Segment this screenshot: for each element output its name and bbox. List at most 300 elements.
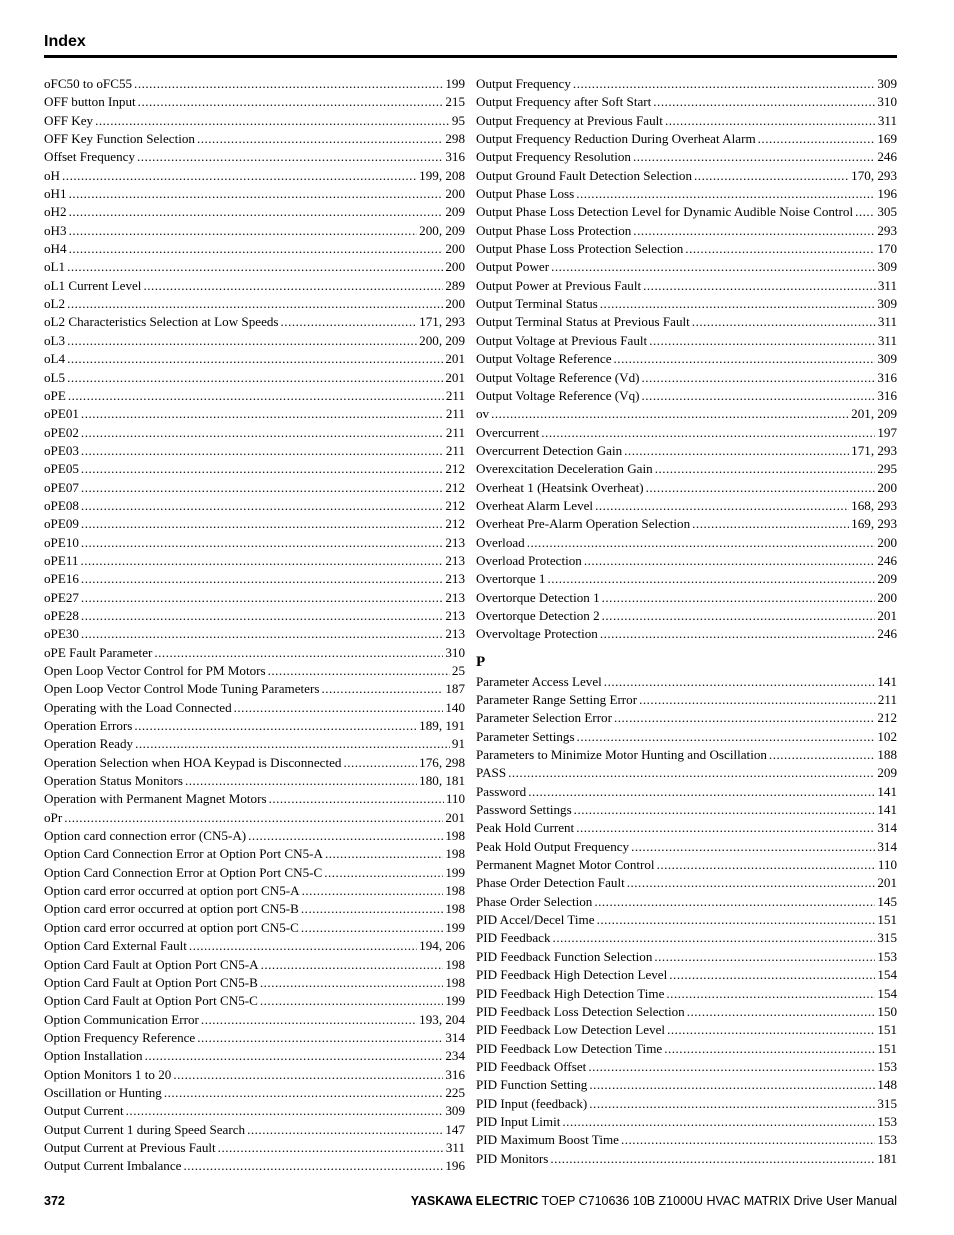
index-entry — [476, 1095, 897, 1113]
index-entry — [476, 1113, 897, 1131]
index-page-refs: 171, 293 — [851, 442, 897, 458]
index-page-refs: 140 — [445, 699, 465, 715]
dot-leader — [576, 819, 875, 837]
index-term: PID Feedback Offset — [476, 1058, 587, 1074]
dot-leader — [584, 552, 876, 570]
dot-leader — [260, 992, 443, 1010]
index-page-refs: 141 — [877, 802, 897, 818]
index-entry — [44, 130, 465, 148]
index-entry — [476, 966, 897, 984]
dot-leader — [218, 1139, 444, 1157]
index-page-refs: 150 — [877, 1003, 897, 1019]
dot-leader — [183, 1157, 443, 1175]
footer-manual: TOEP C710636 10B Z1000U HVAC MATRIX Drive User Manual — [541, 1194, 897, 1208]
index-entry — [476, 167, 897, 185]
index-entry — [476, 93, 897, 111]
index-page-refs: 295 — [877, 461, 897, 477]
index-term: OFF button Input — [44, 94, 136, 110]
dot-leader — [553, 929, 876, 947]
index-entry — [44, 809, 465, 827]
index-entry — [476, 497, 897, 515]
index-entry — [476, 728, 897, 746]
index-entry — [476, 856, 897, 874]
index-entry — [476, 515, 897, 533]
dot-leader — [81, 534, 443, 552]
index-page-refs: 141 — [877, 783, 897, 799]
index-page-refs: 198 — [445, 846, 465, 862]
dot-leader — [81, 479, 443, 497]
index-page-refs: 309 — [877, 76, 897, 91]
page-number: 372 — [44, 1194, 65, 1208]
index-term: Overheat 1 (Heatsink Overheat) — [476, 479, 644, 495]
index-term: PASS — [476, 765, 507, 781]
index-term: Overtorque Detection 1 — [476, 589, 600, 605]
index-entry — [44, 754, 465, 772]
index-term: Output Phase Loss Protection — [476, 222, 632, 238]
index-term: oH3 — [44, 222, 67, 238]
index-entry — [44, 203, 465, 221]
dot-leader — [621, 1131, 875, 1149]
index-entry — [476, 746, 897, 764]
index-entry — [476, 1076, 897, 1094]
index-term: oPE02 — [44, 424, 79, 440]
index-entry — [476, 148, 897, 166]
dot-leader — [602, 607, 876, 625]
index-term: Operation with Permanent Magnet Motors — [44, 791, 267, 807]
index-term: oPE16 — [44, 571, 79, 587]
index-entry — [44, 534, 465, 552]
index-page-refs: 200 — [445, 259, 465, 275]
index-entry — [476, 313, 897, 331]
index-term: Phase Order Selection — [476, 893, 593, 909]
index-entry — [44, 350, 465, 368]
dot-leader — [667, 1021, 875, 1039]
index-entry — [476, 1150, 897, 1168]
index-page-refs: 154 — [877, 967, 897, 983]
index-entry — [44, 277, 465, 295]
index-page-refs: 153 — [877, 1132, 897, 1148]
index-page-refs: 198 — [445, 974, 465, 990]
index-term: Output Terminal Status at Previous Fault — [476, 314, 690, 330]
index-page-refs: 188 — [877, 747, 897, 763]
index-entry — [44, 699, 465, 717]
dot-leader — [551, 258, 875, 276]
dot-leader — [655, 460, 876, 478]
index-group-o — [476, 75, 897, 644]
index-page-refs: 153 — [877, 1113, 897, 1129]
index-term: oPE01 — [44, 406, 79, 422]
dot-leader — [325, 845, 443, 863]
index-entry — [476, 570, 897, 588]
dot-leader — [642, 369, 876, 387]
index-page-refs: 305 — [877, 204, 897, 220]
dot-leader — [81, 442, 444, 460]
index-term: Output Phase Loss Detection Level for Dynamic Audible Noise Control — [476, 204, 854, 220]
dot-leader — [134, 75, 443, 93]
dot-leader — [550, 1150, 875, 1168]
index-term: PID Input (feedback) — [476, 1095, 588, 1111]
index-term: oL5 — [44, 369, 66, 385]
index-entry — [44, 369, 465, 387]
index-entry — [44, 148, 465, 166]
index-term: PID Monitors — [476, 1150, 549, 1166]
index-page-refs: 189, 191 — [419, 718, 465, 734]
index-entry — [476, 203, 897, 221]
index-entry — [44, 295, 465, 313]
index-term: Overexcitation Deceleration Gain — [476, 461, 653, 477]
index-entry — [44, 1139, 465, 1157]
index-term: PID Feedback Low Detection Level — [476, 1022, 666, 1038]
index-term: OFF Key — [44, 112, 94, 128]
index-entry — [476, 240, 897, 258]
index-entry — [44, 937, 465, 955]
dot-leader — [302, 882, 444, 900]
dot-leader — [758, 130, 876, 148]
index-entry — [44, 1102, 465, 1120]
index-entry — [476, 948, 897, 966]
dot-leader — [631, 838, 875, 856]
index-entry — [476, 350, 897, 368]
index-page-refs: 234 — [445, 1048, 465, 1064]
index-entry — [476, 258, 897, 276]
dot-leader — [589, 1076, 875, 1094]
index-term: oPE11 — [44, 552, 79, 568]
index-term: PID Accel/Decel Time — [476, 912, 595, 928]
index-entry — [44, 717, 465, 735]
dot-leader — [138, 93, 444, 111]
footer-brand: YASKAWA ELECTRIC — [410, 1194, 539, 1208]
index-page-refs: 110 — [877, 857, 897, 873]
dot-leader — [189, 937, 417, 955]
index-page-refs: 102 — [877, 728, 897, 744]
index-page-refs: 246 — [877, 626, 897, 642]
index-page-refs: 201 — [445, 809, 465, 825]
index-page-refs: 180, 181 — [419, 773, 465, 789]
index-page-refs: 212 — [445, 516, 465, 532]
index-page-refs: 201, 209 — [851, 406, 897, 422]
dot-leader — [597, 911, 876, 929]
index-term: Option card connection error (CN5-A) — [44, 828, 247, 844]
index-entry — [476, 534, 897, 552]
index-term: Output Power — [476, 259, 550, 275]
dot-leader — [769, 746, 875, 764]
index-term: oL2 — [44, 296, 66, 312]
dot-leader — [321, 680, 443, 698]
dot-leader — [69, 203, 444, 221]
index-term: Overcurrent Detection Gain — [476, 442, 623, 458]
footer-manual-title — [411, 1194, 897, 1208]
index-term: oPE — [44, 387, 66, 403]
index-page-refs: 315 — [877, 1095, 897, 1111]
index-page-refs: 310 — [445, 644, 465, 660]
index-entry — [476, 607, 897, 625]
dot-leader — [633, 148, 875, 166]
dot-leader — [234, 699, 444, 717]
index-page-refs: 200, 209 — [419, 222, 465, 238]
index-term: Permanent Magnet Motor Control — [476, 857, 655, 873]
dot-leader — [185, 772, 417, 790]
index-term: Parameter Access Level — [476, 673, 602, 689]
index-page-refs: 209 — [445, 204, 465, 220]
index-term: Password Settings — [476, 802, 572, 818]
index-term: Option Monitors 1 to 20 — [44, 1066, 172, 1082]
index-term: Overload Protection — [476, 552, 582, 568]
index-page-refs: 309 — [877, 259, 897, 275]
index-term: Overheat Pre-Alarm Operation Selection — [476, 516, 691, 532]
header-rule — [44, 55, 897, 58]
index-term: Output Frequency Resolution — [476, 149, 631, 165]
index-entry — [44, 827, 465, 845]
index-entry — [476, 479, 897, 497]
index-term: Option Frequency Reference — [44, 1029, 196, 1045]
index-page-refs: 316 — [445, 1066, 465, 1082]
index-term: Option card error occurred at option port CN5-B — [44, 901, 299, 917]
index-term: Phase Order Detection Fault — [476, 875, 625, 891]
index-term: Overtorque 1 — [476, 571, 546, 587]
index-page-refs: 200, 209 — [419, 332, 465, 348]
index-term: Offset Frequency — [44, 149, 136, 165]
dot-leader — [573, 75, 875, 93]
index-term: Option card error occurred at option port CN5-A — [44, 883, 300, 899]
index-term: Output Current Imbalance — [44, 1158, 182, 1174]
dot-leader — [653, 93, 875, 111]
dot-leader — [260, 974, 443, 992]
dot-leader — [508, 764, 875, 782]
index-entry — [44, 1029, 465, 1047]
index-page-refs: 213 — [445, 626, 465, 642]
index-page-refs: 314 — [877, 820, 897, 836]
dot-leader — [68, 387, 444, 405]
dot-leader — [67, 332, 417, 350]
dot-leader — [614, 350, 876, 368]
dot-leader — [81, 625, 443, 643]
index-page-refs: 309 — [877, 351, 897, 367]
dot-leader — [577, 728, 876, 746]
index-page-refs: 212 — [877, 710, 897, 726]
index-entry — [476, 1058, 897, 1076]
index-page-refs: 199 — [445, 993, 465, 1009]
dot-leader — [624, 442, 849, 460]
dot-leader — [62, 167, 417, 185]
dot-leader — [547, 570, 875, 588]
dot-leader — [595, 497, 849, 515]
index-entry — [476, 387, 897, 405]
index-page-refs: 311 — [445, 1139, 465, 1155]
index-entry — [476, 764, 897, 782]
index-term: oFC50 to oFC55 — [44, 76, 133, 91]
dot-leader — [81, 460, 443, 478]
index-entry — [44, 93, 465, 111]
index-term: oPE09 — [44, 516, 79, 532]
index-page-refs: 196 — [877, 186, 897, 202]
index-page-refs: 198 — [445, 828, 465, 844]
index-term: Oscillation or Hunting — [44, 1084, 162, 1100]
index-entry — [44, 442, 465, 460]
dot-leader — [600, 625, 876, 643]
index-entry — [44, 680, 465, 698]
index-page-refs: 211 — [445, 387, 465, 403]
index-page-refs: 199 — [445, 919, 465, 935]
dot-leader — [81, 607, 443, 625]
index-page-refs: 176, 298 — [419, 754, 465, 770]
index-entry — [476, 709, 897, 727]
index-page-refs: 316 — [877, 387, 897, 403]
index-entry — [44, 313, 465, 331]
index-term: Output Voltage Reference (Vq) — [476, 387, 640, 403]
index-term: Overtorque Detection 2 — [476, 607, 600, 623]
index-term: Open Loop Vector Control Mode Tuning Parameters — [44, 681, 320, 697]
index-entry — [44, 332, 465, 350]
index-page-refs: 199, 208 — [419, 167, 465, 183]
dot-leader — [81, 405, 444, 423]
dot-leader — [666, 985, 875, 1003]
index-page-refs: 289 — [445, 277, 465, 293]
index-term: oL2 Characteristics Selection at Low Speeds — [44, 314, 279, 330]
index-page-refs: 311 — [877, 314, 897, 330]
index-page-refs: 187 — [445, 681, 465, 697]
index-entry — [44, 552, 465, 570]
index-entry — [44, 570, 465, 588]
dot-leader — [855, 203, 875, 221]
index-entry — [44, 644, 465, 662]
index-entry — [476, 893, 897, 911]
dot-leader — [164, 1084, 444, 1102]
index-term: Parameter Range Setting Error — [476, 692, 638, 707]
index-term: PID Feedback — [476, 930, 551, 946]
index-term: Option Installation — [44, 1048, 143, 1064]
index-entry — [44, 1084, 465, 1102]
dot-leader — [639, 691, 876, 709]
dot-leader — [126, 1102, 444, 1120]
index-term: Output Voltage Reference — [476, 351, 612, 367]
index-page-refs: 110 — [445, 791, 465, 807]
index-term: Option Card Connection Error at Option Port CN5-C — [44, 864, 323, 880]
index-page-refs: 293 — [877, 222, 897, 238]
index-term: Parameter Settings — [476, 728, 575, 744]
index-page-refs: 225 — [445, 1084, 465, 1100]
index-page-refs: 246 — [877, 149, 897, 165]
index-term: oPr — [44, 809, 63, 825]
dot-leader — [654, 948, 875, 966]
index-entry — [476, 874, 897, 892]
index-entry — [476, 589, 897, 607]
index-page-refs: 169, 293 — [851, 516, 897, 532]
dot-leader — [135, 735, 450, 753]
index-page-refs: 211 — [445, 442, 465, 458]
dot-leader — [687, 1003, 876, 1021]
index-term: Output Frequency after Soft Start — [476, 94, 652, 110]
index-entry — [476, 783, 897, 801]
dot-leader — [324, 864, 443, 882]
dot-leader — [301, 900, 443, 918]
index-term: Operation Ready — [44, 736, 134, 752]
index-entry — [44, 167, 465, 185]
index-term: oPE08 — [44, 497, 79, 513]
index-page-refs: 154 — [877, 985, 897, 1001]
dot-leader — [576, 185, 875, 203]
index-term: Output Phase Loss Protection Selection — [476, 241, 684, 257]
dot-leader — [588, 1058, 875, 1076]
index-page-refs: 212 — [445, 461, 465, 477]
index-term: Output Frequency Reduction During Overheat Alarm — [476, 131, 756, 147]
index-term: oPE05 — [44, 461, 79, 477]
index-entry — [476, 277, 897, 295]
index-term: oPE03 — [44, 442, 79, 458]
dot-leader — [81, 570, 443, 588]
dot-leader — [665, 112, 876, 130]
index-term: Open Loop Vector Control for PM Motors — [44, 663, 266, 678]
index-page-refs: 168, 293 — [851, 497, 897, 513]
dot-leader — [201, 1011, 417, 1029]
dot-leader — [649, 332, 876, 350]
dot-leader — [562, 1113, 875, 1131]
index-entry — [44, 387, 465, 405]
index-page-refs: 209 — [877, 765, 897, 781]
index-entry — [44, 1011, 465, 1029]
index-page-refs: 212 — [445, 479, 465, 495]
section-letter-p: P — [476, 653, 486, 670]
index-entry — [44, 790, 465, 808]
index-entry — [476, 405, 897, 423]
dot-leader — [685, 240, 875, 258]
index-entry — [476, 460, 897, 478]
index-page-refs: 311 — [877, 112, 897, 128]
dot-leader — [491, 405, 849, 423]
dot-leader — [261, 956, 444, 974]
index-entry — [44, 240, 465, 258]
index-term: Output Frequency — [476, 76, 571, 91]
index-page-refs: 198 — [445, 883, 465, 899]
dot-leader — [67, 369, 443, 387]
index-term: oH2 — [44, 204, 67, 220]
index-entry — [476, 801, 897, 819]
index-term: oH1 — [44, 186, 67, 202]
index-term: PID Feedback Low Detection Time — [476, 1040, 663, 1056]
index-term: PID Input Limit — [476, 1113, 561, 1129]
dot-leader — [67, 350, 443, 368]
dot-leader — [343, 754, 417, 772]
index-entry — [44, 607, 465, 625]
index-entry — [476, 1021, 897, 1039]
index-entry — [44, 75, 465, 93]
index-page-refs: 201 — [877, 875, 897, 891]
index-term: oPE28 — [44, 607, 79, 623]
index-page-refs: 200 — [445, 241, 465, 257]
index-term: Operating with the Load Connected — [44, 699, 232, 715]
index-entry — [44, 479, 465, 497]
index-entry — [44, 460, 465, 478]
index-page-refs: 145 — [877, 893, 897, 909]
index-page-refs: 194, 206 — [419, 938, 465, 954]
index-term: PID Feedback High Detection Time — [476, 985, 665, 1001]
index-entry — [44, 662, 465, 680]
dot-leader — [692, 313, 876, 331]
dot-leader — [602, 589, 876, 607]
dot-leader — [80, 552, 443, 570]
index-page-refs: 151 — [877, 912, 897, 928]
index-entry — [476, 625, 897, 643]
index-entry — [44, 919, 465, 937]
index-term: Operation Status Monitors — [44, 773, 183, 789]
index-page-refs: 201 — [445, 369, 465, 385]
dot-leader — [301, 919, 443, 937]
index-entry — [44, 956, 465, 974]
index-term: Output Frequency at Previous Fault — [476, 112, 663, 128]
index-entry — [476, 1040, 897, 1058]
dot-leader — [134, 717, 417, 735]
index-page-refs: 310 — [877, 94, 897, 110]
index-entry — [44, 735, 465, 753]
